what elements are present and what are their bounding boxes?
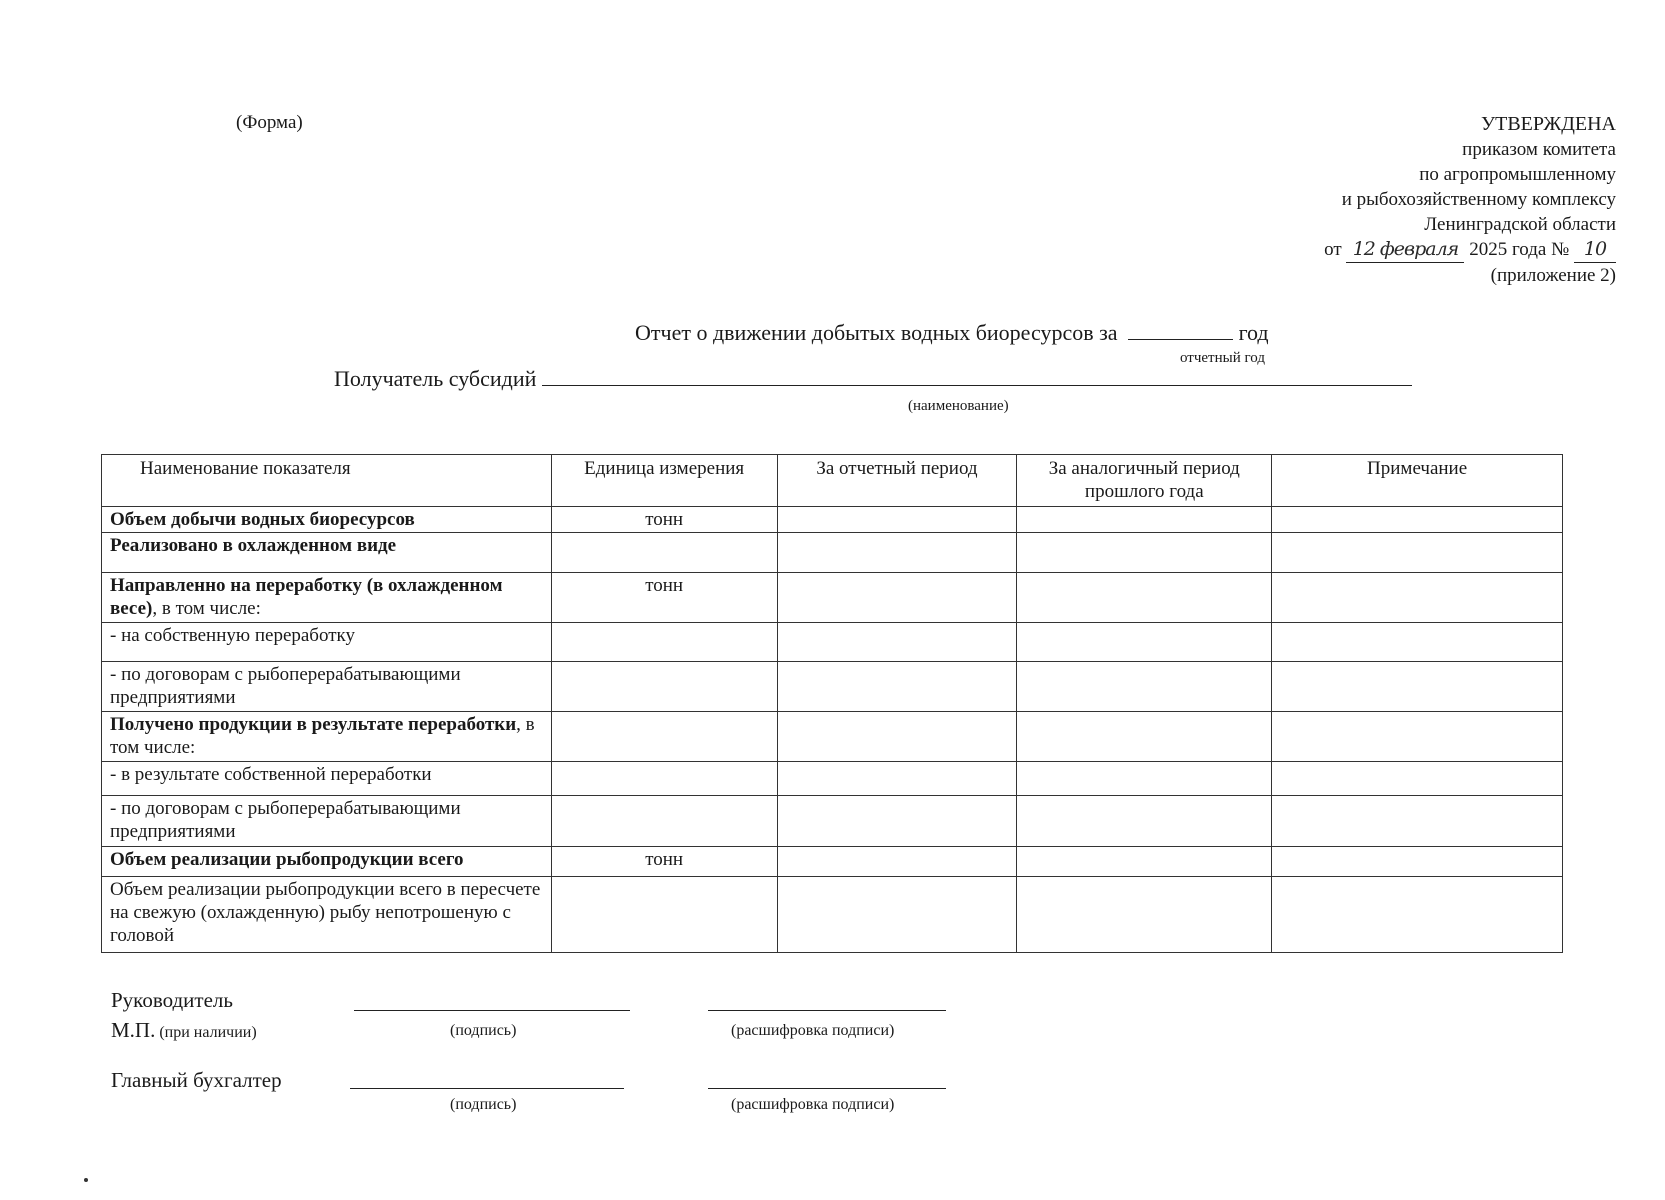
cell-note[interactable] — [1272, 847, 1563, 877]
cell-previous[interactable] — [1017, 662, 1272, 712]
approval-heading: УТВЕРЖДЕНА — [1480, 113, 1616, 135]
row-label: - по договорам с рыбоперерабатывающими предприятиями — [102, 662, 552, 712]
row-label: Получено продукции в результате переработки, в том числе: — [102, 712, 552, 762]
recipient-blank-line — [542, 367, 1412, 386]
table-row — [102, 847, 1563, 877]
decode-caption: (расшифровка подписи) — [731, 1022, 895, 1039]
year-caption: отчетный год — [1180, 350, 1265, 366]
row-label: Объем добычи водных биоресурсов — [102, 507, 552, 533]
cell-note[interactable] — [1272, 507, 1563, 533]
accountant-signature-line[interactable] — [350, 1088, 624, 1089]
manager-signature-line[interactable] — [354, 1010, 630, 1011]
report-title — [635, 320, 1269, 346]
scan-speck — [84, 1178, 88, 1182]
cell-reporting[interactable] — [777, 847, 1017, 877]
cell-reporting[interactable] — [777, 712, 1017, 762]
row-unit — [551, 662, 777, 712]
recipient-label: Получатель субсидий — [334, 366, 537, 391]
cell-note[interactable] — [1272, 533, 1563, 573]
manager-label: Руководитель — [111, 988, 233, 1012]
row-label: Реализовано в охлажденном виде — [102, 533, 552, 573]
table-row — [102, 762, 1563, 796]
approval-line: и рыбохозяйственному комплексу — [1341, 189, 1616, 210]
handwritten-date: 12 февраля — [1346, 237, 1464, 263]
cell-previous[interactable] — [1017, 847, 1272, 877]
cell-previous[interactable] — [1017, 573, 1272, 623]
header-notes: Примечание — [1272, 455, 1563, 507]
cell-previous[interactable] — [1017, 712, 1272, 762]
cell-reporting[interactable] — [777, 762, 1017, 796]
cell-previous[interactable] — [1017, 796, 1272, 847]
approval-block — [1324, 112, 1616, 288]
handwritten-number: 10 — [1574, 237, 1616, 263]
row-label: Направленно на переработку (в охлажденном весе), в том числе: — [102, 573, 552, 623]
row-label: Объем реализации рыбопродукции всего — [102, 847, 552, 877]
table-row — [102, 623, 1563, 662]
form-label: (Форма) — [236, 112, 303, 133]
decode-caption: (расшифровка подписи) — [731, 1096, 895, 1113]
cell-reporting[interactable] — [777, 877, 1017, 953]
table-row — [102, 712, 1563, 762]
header-indicator-name: Наименование показателя — [102, 455, 552, 507]
table-row — [102, 877, 1563, 953]
row-label: Объем реализации рыбопродукции всего в пересчете на свежую (охлажденную) рыбу непотрошеную с головой — [102, 877, 552, 953]
row-unit — [551, 762, 777, 796]
header-previous-year: За аналогичный период прошлого года — [1017, 455, 1272, 507]
cell-reporting[interactable] — [777, 796, 1017, 847]
cell-previous[interactable] — [1017, 762, 1272, 796]
row-unit — [551, 533, 777, 573]
row-unit: тонн — [551, 847, 777, 877]
row-unit — [551, 796, 777, 847]
signature-caption: (подпись) — [450, 1096, 517, 1113]
table-row — [102, 507, 1563, 533]
recipient-line — [334, 366, 1412, 392]
cell-reporting[interactable] — [777, 623, 1017, 662]
stamp-note: (при наличии) — [159, 1024, 257, 1041]
report-title-suffix: год — [1238, 320, 1269, 345]
stamp-label: М.П. — [111, 1018, 156, 1042]
cell-reporting[interactable] — [777, 533, 1017, 573]
approval-line: по агропромышленному — [1419, 164, 1616, 185]
table-row — [102, 533, 1563, 573]
stamp-line — [111, 1018, 257, 1043]
table-row — [102, 573, 1563, 623]
year-blank-line — [1128, 321, 1233, 340]
approval-line: Ленинградской области — [1424, 214, 1616, 235]
appendix-label: (приложение 2) — [1490, 265, 1616, 286]
cell-note[interactable] — [1272, 662, 1563, 712]
signature-caption: (подпись) — [450, 1022, 517, 1039]
row-label: - на собственную переработку — [102, 623, 552, 662]
table-header-row — [102, 455, 1563, 507]
cell-note[interactable] — [1272, 796, 1563, 847]
approval-line: приказом комитета — [1462, 139, 1616, 160]
cell-reporting[interactable] — [777, 662, 1017, 712]
report-title-prefix: Отчет о движении добытых водных биоресурсов за — [635, 320, 1118, 345]
cell-reporting[interactable] — [777, 573, 1017, 623]
row-unit: тонн — [551, 573, 777, 623]
row-unit — [551, 623, 777, 662]
row-unit — [551, 877, 777, 953]
cell-note[interactable] — [1272, 762, 1563, 796]
row-unit — [551, 712, 777, 762]
header-unit: Единица измерения — [551, 455, 777, 507]
row-unit: тонн — [551, 507, 777, 533]
approval-date-line — [1324, 237, 1616, 263]
cell-previous[interactable] — [1017, 623, 1272, 662]
header-reporting-period: За отчетный период — [777, 455, 1017, 507]
cell-previous[interactable] — [1017, 533, 1272, 573]
cell-previous[interactable] — [1017, 877, 1272, 953]
cell-note[interactable] — [1272, 877, 1563, 953]
accountant-decode-line[interactable] — [708, 1088, 946, 1089]
row-label: - в результате собственной переработки — [102, 762, 552, 796]
cell-previous[interactable] — [1017, 507, 1272, 533]
cell-note[interactable] — [1272, 573, 1563, 623]
manager-decode-line[interactable] — [708, 1010, 946, 1011]
table-row — [102, 662, 1563, 712]
cell-note[interactable] — [1272, 623, 1563, 662]
report-table — [101, 454, 1563, 953]
recipient-caption: (наименование) — [908, 398, 1009, 414]
date-prefix: от — [1324, 239, 1342, 260]
year-text: 2025 года № — [1469, 239, 1570, 260]
accountant-label: Главный бухгалтер — [111, 1068, 282, 1092]
cell-reporting[interactable] — [777, 507, 1017, 533]
cell-note[interactable] — [1272, 712, 1563, 762]
table-row — [102, 796, 1563, 847]
row-label: - по договорам с рыбоперерабатывающими предприятиями — [102, 796, 552, 847]
